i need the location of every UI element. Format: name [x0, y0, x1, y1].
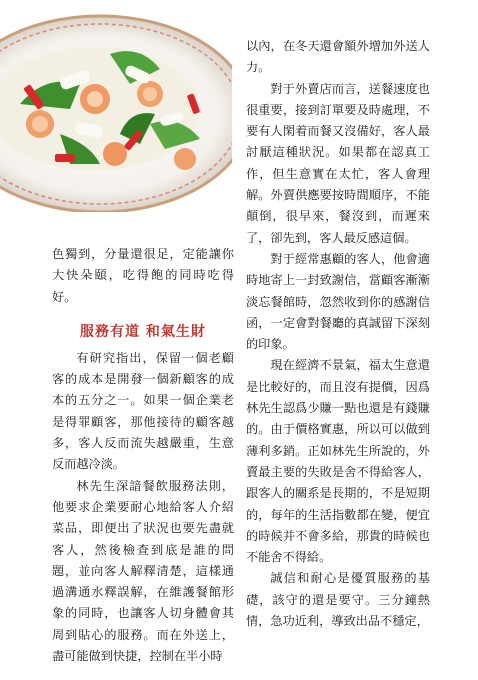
paragraph-economy: 現在經濟不景氣，福太生意還是比較好的，而且沒有提價，因爲林先生認爲少賺一點也還是有錢賺的。由于價格實惠，所以可以做到薄利多銷。正如林先生所說的，外賣最主要的失敗是舍不得給客人，跟客人的關系是長期的，不是短期的，每年的生活指數都在變，便宜的時候并不會多給，那貴的時候也不能舍不得給。 — [246, 358, 430, 565]
paragraph-continuation: 以內，在冬天還會額外增加外送人力。 — [246, 39, 430, 75]
paragraph-retention: 有研究指出，保留一個老顧客的成本是開發一個新顧客的成本的五分之一。如果一個企業老是得罪顧客，那他接待的顧客越多，客人反而流失越嚴重，生意反而越冷淡。 — [52, 350, 234, 472]
right-column — [246, 36, 430, 632]
shrimp-dish-illustration — [0, 14, 232, 212]
paragraph-integrity: 誠信和耐心是優質服務的基礎，該守的還是要守。三分鐘熱情，急功近利，導致出品不穩定， — [246, 571, 430, 629]
paragraph-thank-you-letters: 對于經常惠顧的客人，他會適時地寄上一封致謝信，當顧客漸漸淡忘餐館時，忽然收到你的感謝信函，一定會對餐廳的真誠留下深刻的印象。 — [246, 251, 430, 352]
intro-paragraph: 色獨到，分量還很足，定能讓你大快朵頤，吃得飽的同時吃得好。 — [52, 247, 234, 304]
paragraph-delivery-speed: 對于外賣店而言，送餐速度也很重要，接到訂單要及時處理，不要有人閑着而餐又沒備好，客人最討厭這種狀況。如果都在認真工作，但生意實在太忙，客人會理解。外賣供應要按時間順序，不能顛倒，很早來，餐沒到，而遲來了，卻先到，客人最反感這個。 — [246, 81, 430, 245]
food-photo — [0, 14, 232, 212]
left-column — [52, 244, 234, 667]
paragraph-service-rules: 林先生深諳餐飲服務法則，他要求企業要耐心地給客人介紹菜品，即便出了狀況也要先盡就客人，然後檢查到底是誰的問題，並向客人解釋清楚，這樣通過溝通水釋誤解，在維護餐館形象的同時，也讓客人切身體會其周到貼心的服務。而在外送上，盡可能做到快捷，控制在半小時 — [52, 478, 234, 664]
section-heading: 服務有道 和氣生財 — [80, 323, 206, 340]
